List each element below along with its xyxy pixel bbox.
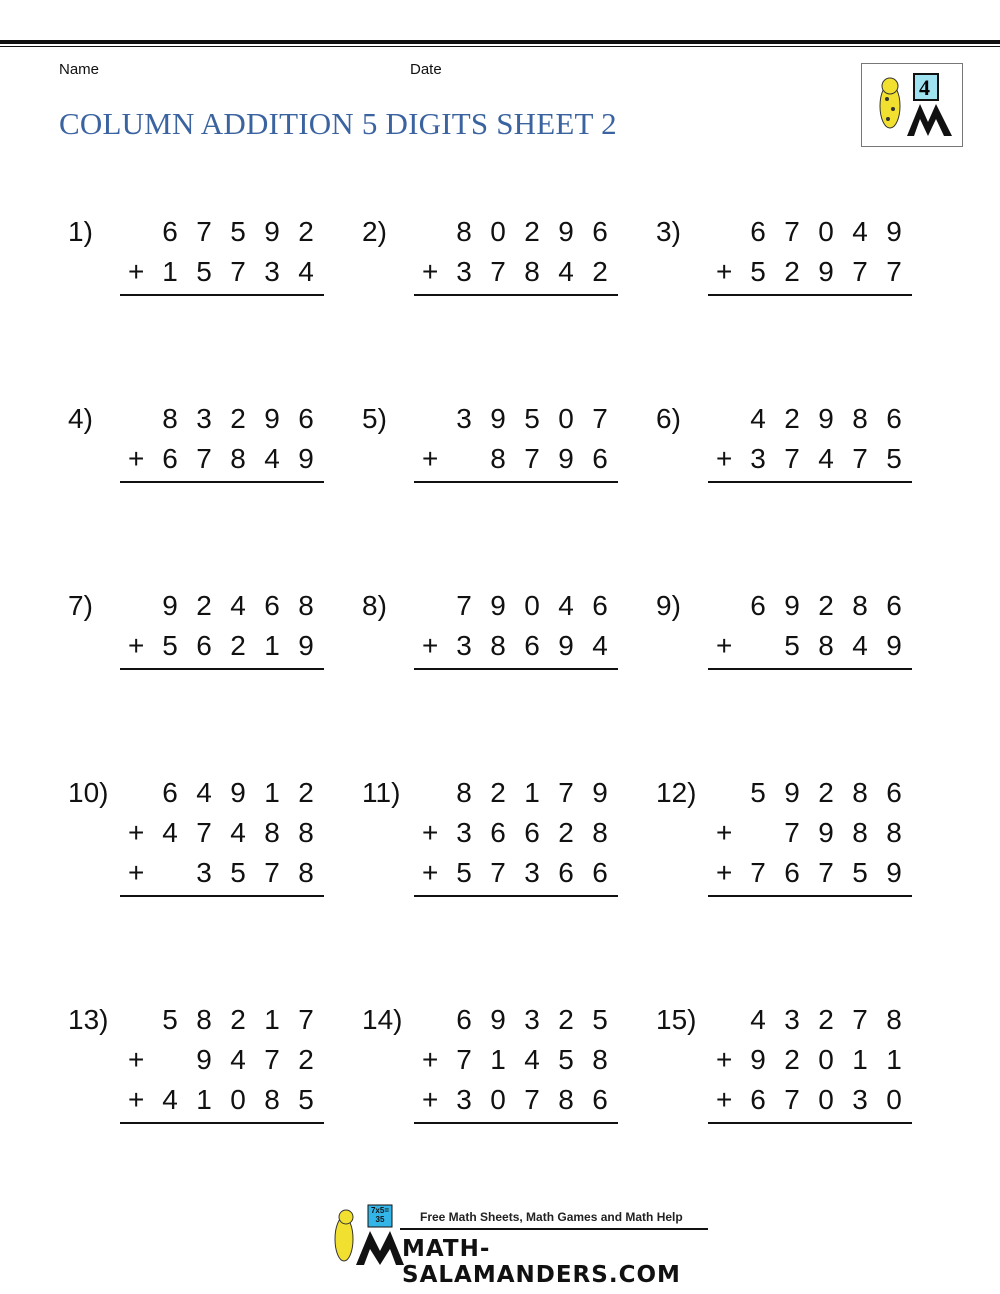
- digit: 0: [230, 1084, 246, 1115]
- plus-sign: +: [422, 256, 439, 287]
- digit: 5: [162, 630, 178, 661]
- digit: 7: [196, 443, 212, 474]
- digit: 9: [490, 403, 506, 434]
- answer-line: [708, 668, 912, 670]
- plus-sign: +: [128, 1084, 145, 1115]
- plus-sign: +: [716, 443, 733, 474]
- problem-number: 14): [362, 1004, 403, 1035]
- problem-14: [362, 1004, 622, 1144]
- digit: 0: [558, 403, 574, 434]
- digit: 2: [784, 1044, 800, 1075]
- digit: 9: [886, 630, 902, 661]
- digit: 5: [558, 1044, 574, 1075]
- problem-number: 4): [68, 403, 93, 434]
- digit: 4: [230, 817, 246, 848]
- digit: 7: [886, 256, 902, 287]
- plus-sign: +: [128, 443, 145, 474]
- digit: 7: [456, 1044, 472, 1075]
- digit: 7: [750, 857, 766, 888]
- digit: 8: [524, 256, 540, 287]
- digit: 6: [558, 857, 574, 888]
- digit: 2: [784, 403, 800, 434]
- digit: 9: [750, 1044, 766, 1075]
- problem-number: 5): [362, 403, 387, 434]
- digit: 8: [852, 817, 868, 848]
- digit: 6: [196, 630, 212, 661]
- digit: 8: [886, 817, 902, 848]
- digit: 6: [750, 590, 766, 621]
- answer-line: [708, 294, 912, 296]
- digit: 2: [558, 1004, 574, 1035]
- plus-sign: +: [128, 1044, 145, 1075]
- digit: 8: [264, 1084, 280, 1115]
- problem-9: [656, 590, 916, 730]
- digit: 5: [230, 216, 246, 247]
- digit: 5: [298, 1084, 314, 1115]
- digit: 1: [264, 1004, 280, 1035]
- footer-rule: [400, 1228, 708, 1230]
- answer-line: [120, 1122, 324, 1124]
- digit: 7: [264, 1044, 280, 1075]
- digit: 4: [852, 630, 868, 661]
- digit: 4: [196, 777, 212, 808]
- digit: 8: [592, 817, 608, 848]
- answer-line: [120, 668, 324, 670]
- digit: 5: [886, 443, 902, 474]
- digit: 9: [818, 403, 834, 434]
- plus-sign: +: [422, 1084, 439, 1115]
- plus-sign: +: [716, 256, 733, 287]
- digit: 6: [886, 403, 902, 434]
- digit: 2: [818, 777, 834, 808]
- digit: 1: [490, 1044, 506, 1075]
- problem-number: 8): [362, 590, 387, 621]
- digit: 6: [784, 857, 800, 888]
- digit: 5: [524, 403, 540, 434]
- answer-line: [120, 294, 324, 296]
- date-label: Date: [410, 61, 442, 78]
- digit: 3: [852, 1084, 868, 1115]
- problem-8: [362, 590, 622, 730]
- digit: 6: [162, 777, 178, 808]
- problem-number: 13): [68, 1004, 109, 1035]
- digit: 9: [298, 630, 314, 661]
- digit: 9: [230, 777, 246, 808]
- digit: 0: [818, 216, 834, 247]
- digit: 7: [852, 443, 868, 474]
- problem-number: 1): [68, 216, 93, 247]
- digit: 3: [456, 1084, 472, 1115]
- logo-number: 4: [919, 75, 930, 100]
- digit: 7: [852, 1004, 868, 1035]
- digit: 5: [456, 857, 472, 888]
- digit: 8: [490, 630, 506, 661]
- problem-1: [68, 216, 328, 356]
- digit: 7: [592, 403, 608, 434]
- digit: 7: [524, 1084, 540, 1115]
- problem-3: [656, 216, 916, 356]
- plus-sign: +: [128, 817, 145, 848]
- digit: 0: [818, 1084, 834, 1115]
- header-rule-thin: [0, 46, 1000, 47]
- digit: 6: [750, 1084, 766, 1115]
- digit: 7: [490, 857, 506, 888]
- footer-site-name: MATH-SALAMANDERS.COM: [402, 1236, 681, 1288]
- digit: 7: [524, 443, 540, 474]
- plus-sign: +: [422, 630, 439, 661]
- salamander-logo: [861, 63, 963, 147]
- digit: 7: [784, 817, 800, 848]
- problem-number: 3): [656, 216, 681, 247]
- answer-line: [414, 895, 618, 897]
- digit: 4: [750, 403, 766, 434]
- digit: 6: [592, 1084, 608, 1115]
- digit: 7: [298, 1004, 314, 1035]
- digit: 8: [298, 817, 314, 848]
- plus-sign: +: [422, 443, 439, 474]
- digit: 5: [592, 1004, 608, 1035]
- digit: 2: [230, 403, 246, 434]
- digit: 2: [784, 256, 800, 287]
- plus-sign: +: [716, 857, 733, 888]
- digit: 9: [886, 216, 902, 247]
- digit: 8: [298, 590, 314, 621]
- digit: 8: [592, 1044, 608, 1075]
- digit: 2: [196, 590, 212, 621]
- digit: 3: [750, 443, 766, 474]
- digit: 3: [456, 630, 472, 661]
- digit: 1: [524, 777, 540, 808]
- answer-line: [708, 481, 912, 483]
- digit: 6: [456, 1004, 472, 1035]
- digit: 6: [264, 590, 280, 621]
- digit: 6: [750, 216, 766, 247]
- digit: 7: [196, 216, 212, 247]
- digit: 7: [196, 817, 212, 848]
- answer-line: [708, 895, 912, 897]
- answer-line: [414, 1122, 618, 1124]
- digit: 9: [886, 857, 902, 888]
- digit: 0: [490, 216, 506, 247]
- digit: 6: [886, 777, 902, 808]
- digit: 8: [456, 216, 472, 247]
- digit: 7: [784, 1084, 800, 1115]
- digit: 7: [490, 256, 506, 287]
- digit: 9: [298, 443, 314, 474]
- answer-line: [120, 895, 324, 897]
- answer-line: [414, 481, 618, 483]
- plus-sign: +: [422, 1044, 439, 1075]
- problem-2: [362, 216, 622, 356]
- footer-tagline: Free Math Sheets, Math Games and Math Help: [420, 1210, 683, 1224]
- digit: 1: [162, 256, 178, 287]
- plus-sign: +: [128, 857, 145, 888]
- digit: 8: [162, 403, 178, 434]
- digit: 9: [490, 590, 506, 621]
- digit: 8: [196, 1004, 212, 1035]
- digit: 4: [162, 817, 178, 848]
- digit: 0: [886, 1084, 902, 1115]
- digit: 7: [784, 443, 800, 474]
- digit: 7: [852, 256, 868, 287]
- digit: 1: [264, 777, 280, 808]
- digit: 4: [558, 590, 574, 621]
- plus-sign: +: [422, 817, 439, 848]
- problem-number: 10): [68, 777, 109, 808]
- problem-11: [362, 777, 622, 917]
- plus-sign: +: [128, 630, 145, 661]
- digit: 2: [818, 590, 834, 621]
- problem-13: [68, 1004, 328, 1144]
- digit: 4: [162, 1084, 178, 1115]
- plus-sign: +: [716, 1084, 733, 1115]
- digit: 7: [784, 216, 800, 247]
- digit: 8: [852, 590, 868, 621]
- digit: 6: [592, 216, 608, 247]
- digit: 2: [558, 817, 574, 848]
- digit: 2: [592, 256, 608, 287]
- digit: 3: [456, 256, 472, 287]
- digit: 8: [818, 630, 834, 661]
- digit: 6: [592, 857, 608, 888]
- problem-number: 12): [656, 777, 697, 808]
- page-title: COLUMN ADDITION 5 DIGITS SHEET 2: [59, 106, 617, 141]
- problem-number: 11): [362, 777, 401, 808]
- digit: 8: [230, 443, 246, 474]
- plus-sign: +: [128, 256, 145, 287]
- digit: 7: [456, 590, 472, 621]
- digit: 1: [196, 1084, 212, 1115]
- digit: 6: [524, 630, 540, 661]
- problem-number: 15): [656, 1004, 697, 1035]
- name-label: Name: [59, 61, 100, 78]
- digit: 3: [456, 817, 472, 848]
- digit: 4: [230, 590, 246, 621]
- digit: 7: [230, 256, 246, 287]
- plus-sign: +: [716, 630, 733, 661]
- problem-number: 9): [656, 590, 681, 621]
- problem-15: [656, 1004, 916, 1144]
- digit: 4: [852, 216, 868, 247]
- digit: 4: [298, 256, 314, 287]
- digit: 9: [784, 777, 800, 808]
- digit: 9: [264, 216, 280, 247]
- problem-5: [362, 403, 622, 543]
- footer-logo: [328, 1203, 713, 1288]
- digit: 8: [886, 1004, 902, 1035]
- digit: 8: [298, 857, 314, 888]
- digit: 3: [196, 857, 212, 888]
- digit: 9: [196, 1044, 212, 1075]
- digit: 2: [524, 216, 540, 247]
- digit: 0: [524, 590, 540, 621]
- digit: 3: [196, 403, 212, 434]
- digit: 9: [162, 590, 178, 621]
- digit: 3: [784, 1004, 800, 1035]
- problem-number: 2): [362, 216, 387, 247]
- digit: 4: [750, 1004, 766, 1035]
- digit: 6: [886, 590, 902, 621]
- digit: 9: [784, 590, 800, 621]
- digit: 5: [750, 777, 766, 808]
- digit: 6: [524, 817, 540, 848]
- digit: 9: [490, 1004, 506, 1035]
- digit: 9: [558, 443, 574, 474]
- problem-number: 6): [656, 403, 681, 434]
- digit: 4: [524, 1044, 540, 1075]
- answer-line: [414, 668, 618, 670]
- digit: 1: [886, 1044, 902, 1075]
- digit: 7: [558, 777, 574, 808]
- digit: 9: [264, 403, 280, 434]
- digit: 4: [230, 1044, 246, 1075]
- problem-12: [656, 777, 916, 917]
- digit: 9: [558, 216, 574, 247]
- digit: 2: [490, 777, 506, 808]
- digit: 3: [264, 256, 280, 287]
- digit: 4: [818, 443, 834, 474]
- digit: 8: [456, 777, 472, 808]
- digit: 1: [264, 630, 280, 661]
- digit: 5: [750, 256, 766, 287]
- digit: 6: [490, 817, 506, 848]
- answer-line: [414, 294, 618, 296]
- answer-line: [120, 481, 324, 483]
- digit: 7: [264, 857, 280, 888]
- digit: 6: [592, 443, 608, 474]
- digit: 2: [230, 630, 246, 661]
- digit: 4: [592, 630, 608, 661]
- digit: 9: [592, 777, 608, 808]
- problem-10: [68, 777, 328, 917]
- problem-number: 7): [68, 590, 93, 621]
- digit: 8: [558, 1084, 574, 1115]
- digit: 2: [818, 1004, 834, 1035]
- digit: 4: [558, 256, 574, 287]
- digit: 2: [298, 216, 314, 247]
- digit: 8: [852, 777, 868, 808]
- digit: 3: [456, 403, 472, 434]
- footer-board-text: 7x5=35: [370, 1206, 390, 1224]
- digit: 6: [162, 443, 178, 474]
- problem-4: [68, 403, 328, 543]
- digit: 0: [490, 1084, 506, 1115]
- plus-sign: +: [716, 1044, 733, 1075]
- digit: 2: [298, 1044, 314, 1075]
- digit: 4: [264, 443, 280, 474]
- digit: 2: [230, 1004, 246, 1035]
- digit: 3: [524, 1004, 540, 1035]
- digit: 3: [524, 857, 540, 888]
- digit: 5: [196, 256, 212, 287]
- problem-7: [68, 590, 328, 730]
- digit: 5: [784, 630, 800, 661]
- digit: 6: [162, 216, 178, 247]
- digit: 0: [818, 1044, 834, 1075]
- digit: 8: [264, 817, 280, 848]
- digit: 7: [818, 857, 834, 888]
- problem-6: [656, 403, 916, 543]
- digit: 2: [298, 777, 314, 808]
- digit: 6: [298, 403, 314, 434]
- header-rule: [0, 40, 1000, 44]
- answer-line: [708, 1122, 912, 1124]
- digit: 1: [852, 1044, 868, 1075]
- plus-sign: +: [422, 857, 439, 888]
- digit: 9: [558, 630, 574, 661]
- plus-sign: +: [716, 817, 733, 848]
- digit: 8: [490, 443, 506, 474]
- digit: 5: [162, 1004, 178, 1035]
- digit: 9: [818, 256, 834, 287]
- digit: 6: [592, 590, 608, 621]
- digit: 5: [852, 857, 868, 888]
- digit: 8: [852, 403, 868, 434]
- digit: 9: [818, 817, 834, 848]
- digit: 5: [230, 857, 246, 888]
